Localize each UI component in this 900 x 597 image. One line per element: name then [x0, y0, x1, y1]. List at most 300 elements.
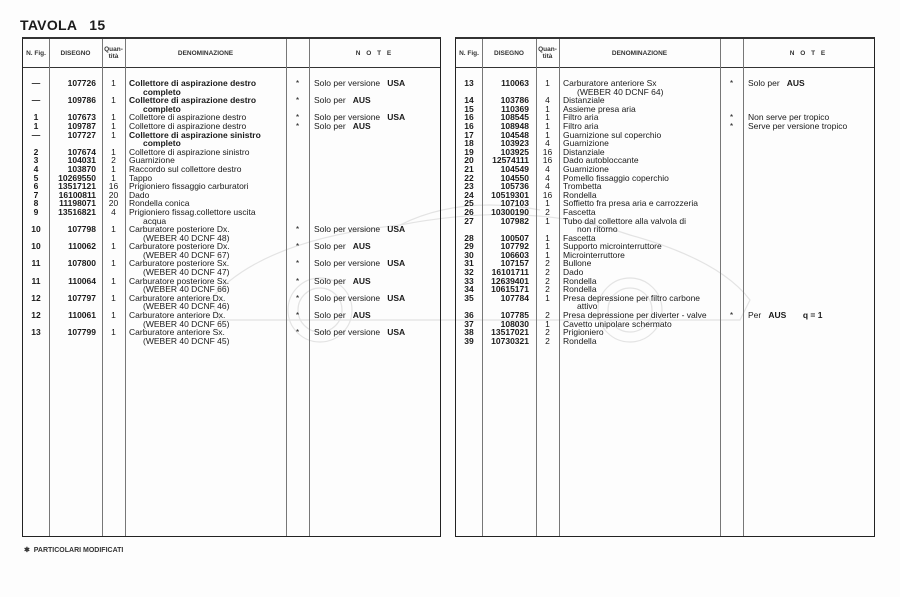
part-number: 108030	[500, 318, 529, 329]
description	[125, 208, 285, 225]
quantity: 16	[108, 181, 119, 192]
part-number: 104031	[67, 155, 96, 166]
fig-number: 5	[33, 172, 39, 183]
description	[125, 277, 285, 294]
title-label: TAVOLA	[20, 17, 78, 33]
table-row	[23, 242, 440, 259]
quantity: 1	[111, 78, 116, 88]
note-text: Solo per	[748, 78, 780, 88]
part-number: 10300190	[491, 206, 529, 217]
header-qty: Quan- tità	[538, 46, 557, 60]
modified-marker: *	[729, 310, 734, 321]
part-number: 104549	[500, 163, 529, 174]
note-text: Serve per versione tropico	[748, 120, 848, 131]
fig-number: 31	[464, 258, 474, 269]
note	[309, 79, 439, 88]
page-title	[20, 17, 105, 33]
note-quantity: q = 1	[802, 310, 823, 321]
asterisk-icon: ✱	[24, 547, 30, 554]
quantity: 1	[111, 224, 116, 235]
part-number: 109787	[67, 120, 96, 131]
description-line: Rondella	[563, 275, 597, 286]
part-number: 10615171	[491, 284, 529, 295]
description-line: Carburatore anteriore Sx	[563, 78, 657, 88]
note	[309, 259, 439, 268]
table-row	[23, 311, 440, 328]
quantity: 1	[111, 172, 116, 183]
description-line: Carburatore anteriore Dx.	[129, 292, 226, 303]
part-number: 13516821	[58, 206, 96, 217]
modified-marker: *	[295, 275, 300, 286]
fig-number: 15	[464, 103, 474, 114]
modified-marker: *	[295, 120, 300, 131]
part-number: 13517121	[58, 181, 96, 192]
fig-number: 19	[464, 146, 474, 157]
description	[559, 79, 719, 96]
fig-number: 12	[31, 292, 41, 303]
part-number: 107673	[67, 112, 96, 123]
table-row	[23, 328, 440, 345]
modified-marker: *	[729, 112, 734, 123]
quantity: 20	[108, 198, 119, 209]
note	[309, 96, 439, 105]
modified-marker: *	[295, 95, 300, 106]
fig-number: 30	[464, 249, 474, 260]
part-number: 107727	[67, 129, 96, 140]
quantity: 1	[111, 129, 116, 140]
quantity: 1	[111, 112, 116, 123]
part-number: 107674	[67, 146, 96, 157]
part-number: 13517021	[491, 327, 529, 338]
header-denominazione: DENOMINAZIONE	[611, 49, 668, 57]
quantity: 1	[545, 241, 550, 252]
description	[125, 311, 285, 328]
quantity: 4	[545, 172, 550, 183]
note-market: USA	[387, 292, 406, 303]
quantity: 4	[545, 181, 550, 192]
fig-number: 10	[31, 241, 41, 252]
quantity: 2	[111, 155, 116, 166]
quantity: 1	[545, 198, 550, 209]
fig-number: 33	[464, 275, 474, 286]
fig-number: 13	[464, 78, 474, 88]
table-row	[456, 217, 874, 234]
description-line: Guarnizione	[563, 163, 609, 174]
rows-right	[456, 79, 874, 345]
modified-marker: *	[295, 241, 300, 252]
header-disegno: DISEGNO	[60, 49, 91, 57]
quantity: 1	[545, 232, 550, 243]
note	[309, 328, 439, 337]
part-number: 104550	[500, 172, 529, 183]
part-number: 10730321	[491, 335, 529, 346]
description	[559, 217, 719, 234]
part-number: 12639401	[491, 275, 529, 286]
quantity: 2	[545, 284, 550, 295]
table-row	[456, 337, 874, 346]
description-line: Soffietto fra presa aria e carrozzeria	[563, 198, 698, 209]
description-line: Prigioniero fissag.collettore uscita	[129, 206, 256, 217]
part-number: 108545	[500, 112, 529, 123]
quantity: 2	[545, 258, 550, 269]
rows-left	[23, 79, 440, 345]
description-line: Prigioniero fissaggio carburatori	[129, 181, 249, 192]
description-line: Presa depressione per filtro carbone	[563, 292, 701, 303]
modified-marker: *	[295, 310, 300, 321]
description-line: Carburatore posteriore Dx.	[129, 241, 230, 252]
modified-marker: *	[295, 292, 300, 303]
header-fig: N. Fig.	[26, 49, 46, 57]
note-text: Solo per	[314, 120, 346, 131]
fig-number: 7	[33, 189, 39, 200]
description-line-2: non ritorno	[577, 224, 618, 235]
quantity: 1	[111, 292, 116, 303]
description	[125, 79, 285, 96]
part-number: 107784	[500, 292, 529, 303]
quantity: 1	[545, 129, 550, 140]
description-line: Bullone	[563, 258, 592, 269]
description-line: Rondella	[563, 335, 597, 346]
fig-number: 38	[464, 327, 474, 338]
note-market: AUS	[352, 95, 371, 106]
part-number: 110063	[501, 78, 529, 88]
note-text: Per	[748, 310, 762, 321]
description-line: Cavetto unipolare schermato	[563, 318, 672, 329]
fig-number: 32	[464, 267, 474, 278]
quantity: 1	[545, 215, 550, 226]
description-line-2: attivo	[577, 301, 598, 312]
table-header	[23, 39, 440, 68]
description-line: Trombetta	[563, 181, 602, 192]
fig-number: 18	[464, 138, 474, 149]
description-line-2: (WEBER 40 DCNF 67)	[143, 249, 230, 260]
description-line-2: acqua	[143, 215, 167, 226]
description-line: Dado	[563, 267, 584, 278]
part-number: 110062	[68, 241, 96, 252]
description-line: Presa depressione per diverter - valve	[563, 310, 707, 321]
description-line-2: (WEBER 40 DCNF 45)	[143, 335, 230, 346]
table-row	[23, 225, 440, 242]
quantity: 2	[545, 267, 550, 278]
part-number: 16100811	[58, 189, 96, 200]
fig-number: 24	[464, 189, 474, 200]
part-number: 103925	[500, 146, 529, 157]
description-line: Collettore di aspirazione destro	[129, 120, 247, 131]
fig-number: 34	[464, 284, 474, 295]
part-number: 104548	[500, 129, 529, 140]
fig-number: 37	[464, 318, 474, 329]
description-line: Guarnizione	[563, 138, 609, 149]
description-line: Collettore di aspirazione destro	[129, 112, 247, 123]
description-line-2: (WEBER 40 DCNF 47)	[143, 267, 230, 278]
description-line: Distanziale	[563, 146, 605, 157]
fig-number: 35	[464, 292, 474, 303]
note-market: USA	[387, 327, 406, 338]
footer-legend	[24, 546, 123, 554]
description-line-2: completo	[143, 103, 181, 114]
table-row	[23, 277, 440, 294]
part-number: 107785	[500, 310, 529, 321]
fig-number: 21	[464, 163, 474, 174]
modified-marker: *	[295, 112, 300, 123]
note-text: Solo per	[314, 241, 346, 252]
quantity: 2	[545, 310, 550, 321]
description-line-2: completo	[143, 86, 181, 97]
description-line: Rondella conica	[129, 198, 190, 209]
note-text: Solo per versione	[314, 292, 381, 303]
quantity: 1	[545, 78, 550, 88]
part-number: 107799	[67, 327, 96, 338]
description-line-2: (WEBER 40 DCNF 64)	[577, 86, 664, 97]
note	[309, 242, 439, 251]
fig-number: 6	[33, 181, 39, 192]
fig-number: 3	[33, 155, 39, 166]
fig-number: 1	[33, 112, 39, 123]
note-market: AUS	[786, 78, 805, 88]
header-note: N O T E	[355, 49, 394, 57]
note-text: Non serve per tropico	[748, 112, 830, 123]
note-market: AUS	[352, 241, 371, 252]
description	[125, 131, 285, 148]
description	[125, 242, 285, 259]
parts-table-right	[455, 37, 875, 537]
quantity: 2	[545, 206, 550, 217]
description-line: Dado autobloccante	[563, 155, 639, 166]
quantity: 16	[542, 146, 553, 157]
description-line-2: (WEBER 40 DCNF 65)	[143, 318, 230, 329]
note	[309, 122, 439, 131]
description-line-2: completo	[143, 138, 181, 149]
part-number: 110064	[68, 275, 96, 286]
quantity: 1	[111, 275, 116, 286]
note	[743, 311, 873, 320]
note	[309, 225, 439, 234]
quantity: 1	[545, 103, 550, 114]
description	[559, 337, 719, 346]
part-number: 108948	[500, 120, 529, 131]
note-text: Solo per	[314, 275, 346, 286]
modified-marker: *	[295, 224, 300, 235]
table-row	[23, 131, 440, 148]
part-number: 10269550	[58, 172, 96, 183]
note	[309, 294, 439, 303]
table-row	[456, 294, 874, 311]
description-line: Filtro aria	[563, 112, 599, 123]
fig-number: 23	[464, 181, 474, 192]
description-line: Raccordo sul collettore destro	[129, 163, 242, 174]
quantity: 2	[545, 335, 550, 346]
description	[125, 259, 285, 276]
description-line: Collettore di aspirazione sinistro	[129, 146, 250, 157]
quantity: 20	[108, 189, 119, 200]
quantity: 1	[111, 310, 116, 321]
part-number: 109786	[67, 95, 96, 106]
description-line: Tappo	[129, 172, 153, 183]
part-number: 110369	[501, 103, 529, 114]
fig-number: 9	[33, 206, 39, 217]
table-header	[456, 39, 874, 68]
note	[743, 79, 873, 88]
note-market: USA	[387, 112, 406, 123]
fig-number: 25	[464, 198, 474, 209]
description-line: Fascetta	[563, 232, 596, 243]
fig-number: 27	[464, 215, 474, 226]
description-line: Dado	[129, 189, 150, 200]
description-line: Supporto microinterruttore	[563, 241, 662, 252]
fig-number: 20	[464, 155, 474, 166]
description-line: Pomello fissaggio coperchio	[563, 172, 669, 183]
fig-number: 4	[33, 163, 39, 174]
part-number: 107798	[67, 224, 96, 235]
fig-number: 16	[464, 120, 474, 131]
modified-marker: *	[295, 327, 300, 338]
quantity: 1	[111, 327, 116, 338]
quantity: 1	[545, 249, 550, 260]
note	[309, 277, 439, 286]
part-number: 11198071	[59, 198, 96, 209]
description-line: Microinterruttore	[563, 249, 625, 260]
fig-number: —	[31, 78, 41, 88]
description-line: Distanziale	[563, 95, 605, 106]
quantity: 16	[542, 189, 553, 200]
part-number: 107800	[67, 258, 96, 269]
quantity: 4	[545, 163, 550, 174]
part-number: 107157	[500, 258, 529, 269]
description-line-2: (WEBER 40 DCNF 48)	[143, 232, 230, 243]
fig-number: 39	[464, 335, 474, 346]
quantity: 16	[542, 155, 553, 166]
header-qty: Quan- tità	[104, 46, 123, 60]
part-number: 106603	[500, 249, 529, 260]
note-market: USA	[387, 224, 406, 235]
header-disegno: DISEGNO	[494, 49, 524, 57]
part-number: 12574111	[492, 155, 529, 166]
part-number: 107792	[500, 241, 529, 252]
quantity: 2	[545, 275, 550, 286]
quantity: 4	[545, 138, 550, 149]
table-row	[23, 96, 440, 113]
fig-number: 29	[464, 241, 474, 252]
table-row	[23, 294, 440, 311]
description-line: Collettore di aspirazione sinistro	[129, 129, 261, 140]
part-number: 107726	[67, 78, 96, 88]
quantity: 1	[111, 95, 116, 106]
fig-number: 16	[464, 112, 474, 123]
fig-number: 2	[33, 146, 39, 157]
fig-number: 12	[31, 310, 41, 321]
note-text: Solo per versione	[314, 224, 381, 235]
description-line: Guarnizione sul coperchio	[563, 129, 662, 140]
table-number: 15	[89, 17, 106, 33]
header-fig: N. Fig.	[459, 49, 479, 57]
description-line: Collettore di aspirazione destro	[129, 95, 257, 106]
fig-number: 22	[464, 172, 474, 183]
quantity: 1	[111, 146, 116, 157]
quantity: 1	[545, 120, 550, 131]
fig-number: 1	[33, 120, 39, 131]
description	[125, 225, 285, 242]
note	[743, 122, 873, 131]
modified-marker: *	[295, 258, 300, 269]
modified-marker: *	[729, 120, 734, 131]
note-text: Solo per versione	[314, 327, 381, 338]
note-text: Solo per	[314, 95, 346, 106]
part-number: 105736	[500, 181, 529, 192]
description	[559, 294, 719, 311]
fig-number: 28	[464, 232, 474, 243]
parts-table-left	[22, 37, 441, 537]
part-number: 103870	[67, 163, 96, 174]
note-text: Solo per versione	[314, 78, 381, 88]
modified-marker: *	[729, 78, 734, 88]
part-number: 103786	[500, 95, 529, 106]
fig-number: 17	[464, 129, 474, 140]
modified-marker: *	[295, 78, 300, 88]
quantity: 2	[545, 327, 550, 338]
note-text: Solo per versione	[314, 112, 381, 123]
fig-number: —	[31, 95, 41, 106]
table-row	[23, 208, 440, 225]
description-line: Carburatore anteriore Dx.	[129, 310, 226, 321]
header-note: N O T E	[789, 49, 828, 57]
part-number: 107797	[67, 292, 96, 303]
description-line: Rondella	[563, 284, 597, 295]
fig-number: 14	[464, 95, 474, 106]
quantity: 1	[111, 258, 116, 269]
description	[125, 328, 285, 345]
note-market: AUS	[768, 310, 787, 321]
note-market: USA	[387, 78, 406, 88]
description-line: Carburatore posteriore Dx.	[129, 224, 230, 235]
description-line: Rondella	[563, 189, 597, 200]
part-number: 107982	[500, 215, 529, 226]
note-market: AUS	[352, 310, 371, 321]
table-row	[23, 259, 440, 276]
note-text: Solo per	[314, 310, 346, 321]
quantity: 1	[111, 120, 116, 131]
fig-number: 11	[31, 275, 41, 286]
description	[125, 96, 285, 113]
description-line-2: (WEBER 40 DCNF 66)	[143, 284, 230, 295]
table-row	[23, 79, 440, 96]
description	[125, 294, 285, 311]
part-number: 103923	[500, 138, 529, 149]
fig-number: 11	[31, 258, 41, 269]
note	[309, 311, 439, 320]
description-line: Filtro aria	[563, 120, 599, 131]
part-number: 100507	[500, 232, 529, 243]
quantity: 1	[111, 241, 116, 252]
note-text: Solo per versione	[314, 258, 381, 269]
quantity: 1	[545, 292, 550, 303]
fig-number: 13	[31, 327, 41, 338]
part-number: 10519301	[491, 189, 529, 200]
description-line-2: (WEBER 40 DCNF 46)	[143, 301, 230, 312]
note-market: USA	[387, 258, 406, 269]
description-line: Assieme presa aria	[563, 103, 636, 114]
part-number: 110061	[68, 310, 96, 321]
quantity: 4	[545, 95, 550, 106]
fig-number: 26	[464, 206, 474, 217]
part-number: 16101711	[491, 267, 529, 278]
note-market: AUS	[352, 275, 371, 286]
description-line: Carburatore posteriore Sx.	[129, 275, 230, 286]
description-line: Fascetta	[563, 206, 596, 217]
header-denominazione: DENOMINAZIONE	[177, 49, 234, 57]
fig-number: 8	[33, 198, 39, 209]
fig-number: —	[31, 129, 41, 140]
description-line: Carburatore anteriore Sx.	[129, 327, 225, 338]
